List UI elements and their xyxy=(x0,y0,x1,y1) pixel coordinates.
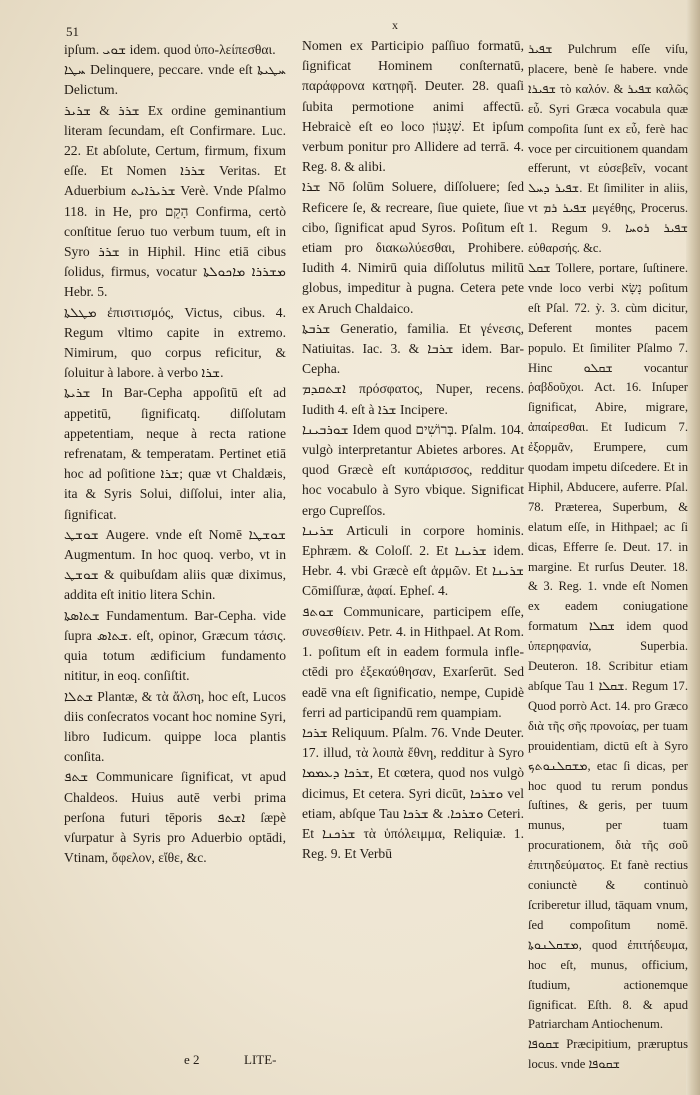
entry: ܫܬܐܣܬܐ Fundamentum. Bar-Cepha. vide ſupra ܫܬܐܣ. eſt, opinor, Græcum τάσις. quia totum ædificium fundamento nititur, in eoq. conſiſtit. xyxy=(64,607,286,684)
entry: ܫܪܒܬܐ Generatio, familia. Et γένεσις, Natiuitas. Iac. 3. & ܫܪܒܐ idem. Bar-Cepha. xyxy=(302,320,524,377)
signature-mark: x xyxy=(392,18,398,32)
entry: ܫܪܝܢܐ Articuli in corpore hominis. Ephræm. & Coloſſ. 2. Et ܫܪܝܢܐ idem. Hebr. 4. vbi Græcè eſt ἁρμῶν. Et ܫܪܝܢܐ Cōmiſſuræ, ἁφαί. Epheſ. 4. xyxy=(302,522,524,599)
entry: ܐܫܬܩܕܡ πρόσφατος, Nuper, recens. Iudith 4. eſt à ܫܪܐ Incipere. xyxy=(302,381,524,417)
entry: ܫܘܬܦ Communicare, participem eſſe, συνεσθίειν. Petr. 4. in Hithpael. At Rom. 1. poſitum eſt in eadem formula inflectēdi pro ἐξεκαύθησαν, Exarſerūt. Sed eadē vna eſt ſignificatio, nempe, Cupidè ferri ad participandū rem quampiam. xyxy=(302,603,524,720)
entry: ipſum. ܫܘܝ idem. quod ὑπο-λείπεσθαι. xyxy=(64,42,276,57)
entry: ܡܛܠܬܐ ἐπισιτισμός, Victus, cibus. 4. Regum vltimo capite in extremo. Nimirum, quo corpus reficitur, & ſoluitur à labore. à verbo ܫܪܐ. xyxy=(64,304,286,381)
column-left xyxy=(64,40,286,868)
entry: ܫܘܫܛ Augere. vnde eſt Nomē ܫܘܫܛܐ Augmentum. In hoc quoq. verbo, vt in ܫܘܫܛ & quibuſdam aliis quæ diximus, addita eſt initio litera Schin. xyxy=(64,526,286,603)
entry: ܫܘܪܒܝܢܐ Idem quod בְּרוֹשִׁים. Pſalm. 104. vulgò interpretantur Abietes arbores. At quod Græcè eſt κυπάρισσος, redditur hoc vocabulo à Syro vbique. Significat ergo Cupreſſos. xyxy=(302,421,524,518)
entry: ܫܩܠ Tollere, portare, ſuſtinere. vnde loco verbi נָשָׂא poſitum eſt Pſal. 72. ỳ. 3. cùm dicitur, Deferent montes pacem populo. Et ſimiliter Pſalmo 7. Hinc ܫܩܠܘ vocantur ῥαβδοῦχοι. Act. 16. Inſuper ſignificat, Abire, migrare, ἀπαίρεσθαι. Et Iudicum 7. ἐξορμᾶν, Erumpere, cum quodam impetu diſcedere. Et in Hiphil, Abducere, auferre. Pſal. 78. Præterea, Superbum, & elatum eſſe, in Hithpael; ac ſi dicas, Efferre ſe. Deut. 17. in margine. Et rurſus Deuter. 18. & 3. Reg. 1. vnde eſt Nomen ex eadem coniugatione formatum ܫܩܠܐ idem quod ὑπερηφανία, Superbia. Deuteron. 18. Scribitur etiam abſque Tau ܫܩܠܐ 1. Regum 17. Quod porrò Act. 14. pro Græco διὰ τῆς σῆς προνοίας, per tuam prouidentiam, dictū eſt à Syro ܡܫܩܠܢܘܬܟ, etac ſi dicas, per hoc quod tu rerum pondus ſuſtines, & geris, per tuum munus, per tuam procurationem, διὰ τῆς σοῦ ἐπιτηδεύματος. Et fanè rectius coniunctè & continuò ſcriberetur illud, tāquam vnum, ſed compoſitum nomē. ܡܫܩܠܢܘܬܐ, quod ἐπιτήδευμα, hoc eſt, munus, officium, ſtudium, actionemque ſignificat. Eſth. 8. & apud Patriarcham Antiochenum. xyxy=(528,260,688,1032)
entry: Nomen ex Participio paſſiuo formatū, ſignificat Hominem conſternatū, παράφρονα κατηφῆ. Deuter. 28. quaſi ſubita permotione animi affectū. Hebraicè eſt eo loco שִׁגָּעוֹן. Et ipſum verbum ponitur pro Allidere ad terrā. 4. Reg. 8. & alibi. xyxy=(302,38,525,175)
entry: ܫܩܘܦܐ Præcipitium, præruptus locus. vnde ܫܩܘܦܐ xyxy=(528,1037,688,1072)
signature: e 2 xyxy=(184,1052,200,1067)
entry: ܫܪܟܐ Reliquum. Pſalm. 76. Vnde Deuter. 17. illud, τὰ λοιπὰ ἔθνη, redditur à Syro ܫܪܟܐ ܕܥܡܡܐ, Et cœtera, quod nos vulgò dicimus, Et cetera. Syri dicūt, ܘܫܪܟܐ vel etiam, abſque Tau ܘܫܪܟܐ. & ܫܪܟܐ Ceteri. Et ܫܪܟܢܐ τὰ ὑπόλειμμα, Reliquiæ. 1. Reg. 9. Et Verbū xyxy=(302,724,525,862)
page-edge xyxy=(686,0,700,1095)
catchword: LITE- xyxy=(244,1052,277,1067)
entry: ܫܪܪ & ܫܪܝܪ Ex ordine geminantium literam ſecundam, eſt Confirmare. Luc. 22. Et abſolute, Certum, firmum, fixum eſſe. Et Nomen ܫܪܪܐ Veritas. Et Aduerbium ܫܪܝܪܐܝܬ Verè. Vnde Pſalmo 118. in He, pro הָקֵם Confirma, certò conſtitue ſeruo tuo verbum tuum, eſt in Syro ܫܪܪ in Hiphil. Hinc etiā cibus ſolidus, firmus, vocatur ܡܫܪܪܐ ܡܐܟܘܠܬܐ Hebr. 5. xyxy=(64,102,286,300)
entry: ܫܪܐ Nō ſolūm Soluere, diſſoluere; ſed Reficere ſe, & recreare, ſiue quiete, ſiue cibo, ſignificat apud Syros. Poſitum eſt etiam pro διακωλύεσθαι, Prohibere. Iudith 4. Nimirū quia diſſolutus militū globus, impeditur à pugna. Cetera pete ex Aruch Chaldaico. xyxy=(302,179,524,316)
entry: ܫܦܝܪ Pulchrum eſſe viſu, placere, benè ſe habere. vnde ܫܦܝܪܐ τὸ καλόν. & ܫܦܝܪ καλῶς εὖ. Syri Græca vocabula quæ compoſita ſunt ex εὖ, ferè hac voce per circuitionem quandam efferunt, vt εὐσεβεῖν, vocant ܫܦܝܪ ܕܚܠ. Et ſimiliter in aliis, vt ܫܦܝܪ ܪܡ μεγέθης, Procerus. 1. Regum 9. ܫܦܝܪ ܪܘܚܐ εὐθαρσής. &c. xyxy=(528,42,689,256)
column-middle xyxy=(302,36,524,864)
entry: ܫܪܝܬܐ In Bar-Cepha appoſitū eſt ad appetitū, ſignificatq. diſſolutam appetentiam, neque à recta ratione refrenatam, & temperatam. Pertinet etiā hoc ad poſitione ܫܪܐ; quæ vt Chaldæis, ita & Syris Solui, diſſolui, inter alia, ſignificat. xyxy=(64,385,286,522)
page-number: 51 xyxy=(66,24,79,39)
entry: ܫܬܦ Communicare ſignificat, vt apud Chaldeos. Huius autē verbi prima perſona futuri tēporis ܐܫܬܦ ſæpè vſurpatur à Syris pro Aduerbio optādi, Vtinam, ὄφελον, εἴθε, &c. xyxy=(64,769,286,866)
column-right xyxy=(528,40,688,1075)
entry: ܚܛܐ Delinquere, peccare. vnde eſt ܚܛܝܬܐ Delictum. xyxy=(64,62,286,98)
entry: ܫܬܠܐ Plantæ, & τὰ ἄλση, hoc eſt, Lucos diis conſecratos vocant hoc nomine Syri, libro Iudicum. quippe loca plantis conſita. xyxy=(64,688,286,765)
